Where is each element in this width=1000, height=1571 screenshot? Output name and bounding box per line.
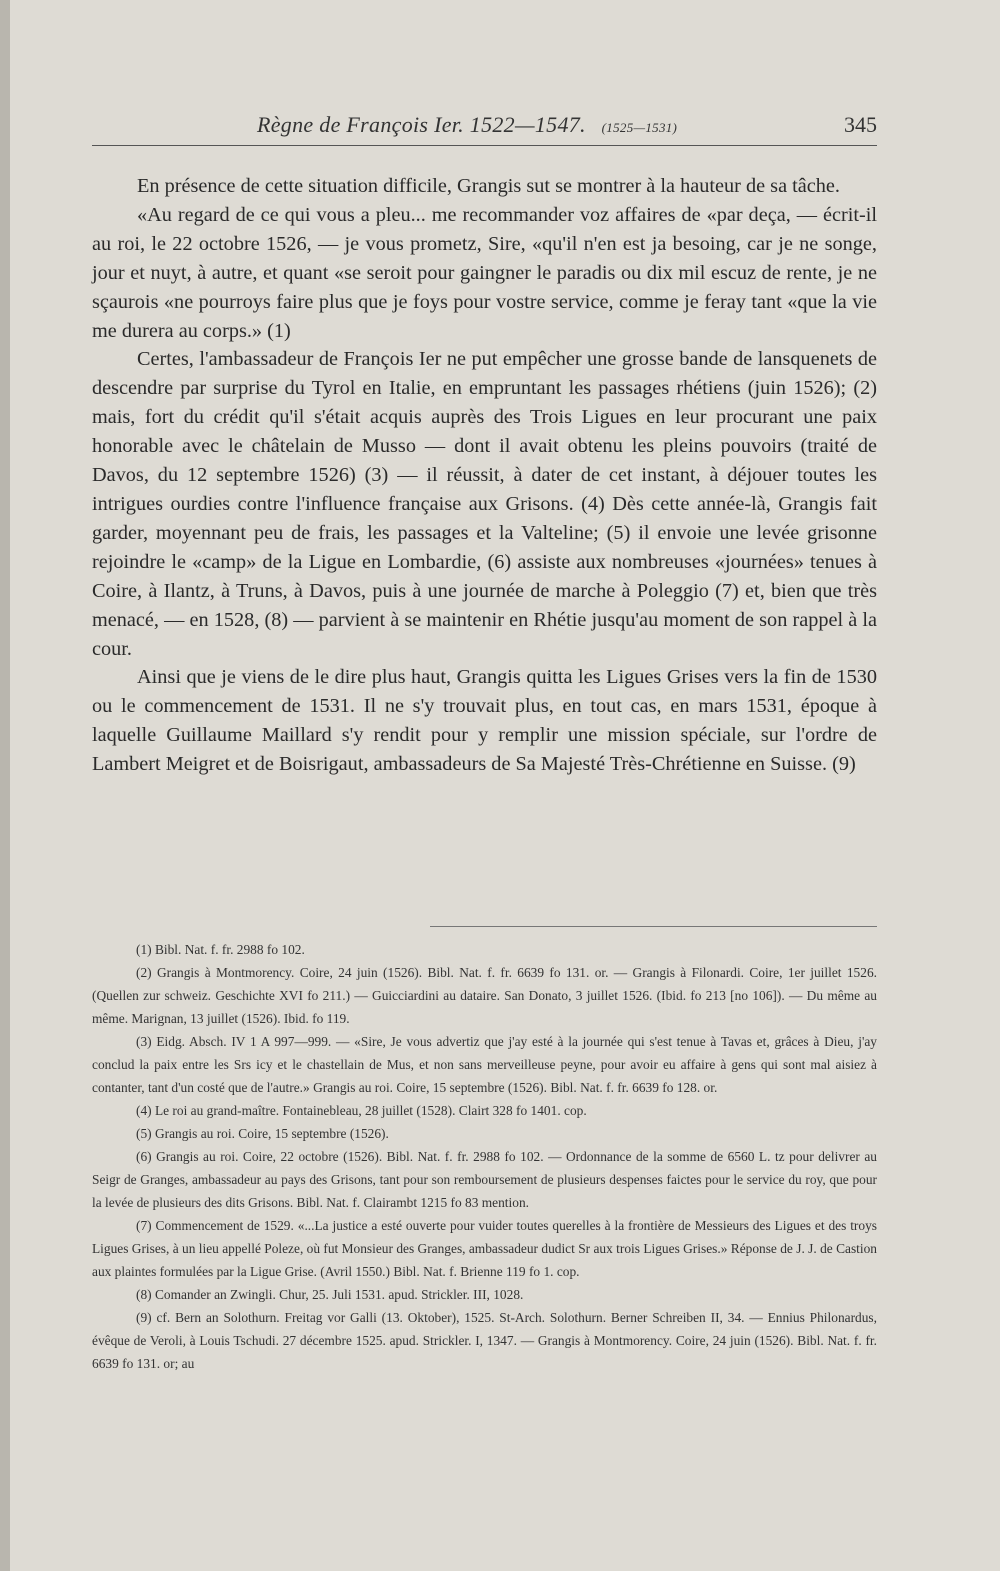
paragraph: Certes, l'ambassadeur de François Ier ne put empêcher une grosse bande de lansquenets de descendre par surprise du Tyrol en Italie, en empruntant les passages rhétiens (juin 1526); (2) mais, fort du crédit qu'il s'était acquis auprès des Trois Ligues en leur procurant une paix honorable avec le châtelain de Musso — dont il avait obtenu les pleins pouvoirs (traité de Davos, du 12 septembre 1526) (3) — il réussit, à dater de cet instant, à déjouer toutes les intrigues ourdies contre l'influence française aux Grisons. (4) Dès cette année-là, Grangis fait garder, moyennant peu de frais, les passages et la Valteline; (5) il envoie une levée grisonne rejoindre le «camp» de la Ligue en Lombardie, (6) assiste aux nombreuses «journées» tenues à Coire, à Ilantz, à Truns, à Davos, puis à une journée de marche à Poleggio (7) et, bien que très menacé, — en 1528, (8) — parvient à se maintenir en Rhétie jusqu'au moment de son rappel à la cour. — [92, 348, 877, 660]
footnote: (6) Grangis au roi. Coire, 22 octobre (1526). Bibl. Nat. f. fr. 2988 fo 102. — Ordonnance de la somme de 6560 L. tz pour delivrer au Seigr de Granges, ambassadeur au pays des Grisons, tant pour son remboursement de plusieurs despenses faictes pour le service du roy, que pour la levée de plusieurs des dits Grisons. Bibl. Nat. f. Clairambt 1215 fo 83 mention. — [92, 1149, 877, 1210]
page-edge-shadow — [0, 0, 10, 1571]
footnote: (8) Comander an Zwingli. Chur, 25. Juli 1531. apud. Strickler. III, 1028. — [136, 1287, 524, 1302]
footnote: (4) Le roi au grand-maître. Fontainebleau, 28 juillet (1528). Clairt 328 fo 1401. cop. — [136, 1103, 587, 1118]
paragraph: «Au regard de ce qui vous a pleu... me recommander voz affaires de «par deça, — écrit-il au roi, le 22 octobre 1526, — je vous prometz, Sire, «qu'il n'en est ja besoing, car je ne songe, jour et nuyt, à autre, et quant «se seroit pour gaingner le paradis ou dix mil escuz de rente, je ne sçaurois «ne pourroys faire plus que je foys pour vostre service, comme je feray tant «que la vie me durera au corps.» (1) — [92, 203, 877, 342]
paragraph: Ainsi que je viens de le dire plus haut, Grangis quitta les Ligues Grises vers la fin de 1530 ou le commencement de 1531. Il ne s'y trouvait plus, en tout cas, en mars 1531, époque à laquelle Guillaume Maillard s'y rendit pour y remplir une mission spéciale, sur l'ordre de Lambert Meigret et de Boisrigaut, ambassadeurs de Sa Majesté Très-Chrétienne en Suisse. (9) — [92, 666, 877, 776]
footnote: (7) Commencement de 1529. «...La justice a esté ouverte pour vuider toutes querelles à la frontière de Messieurs des Ligues et des troys Ligues Grises, à un lieu appellé Poleze, où fut Monsieur des Granges, ambassadeur dudict Sr aux trois Ligues Grises.» Réponse de J. J. de Castion aux plaintes formulées par la Ligue Grise. (Avril 1550.) Bibl. Nat. f. Brienne 119 fo 1. cop. — [92, 1218, 877, 1279]
footnote: (9) cf. Bern an Solothurn. Freitag vor Galli (13. Oktober), 1525. St-Arch. Solothurn. Berner Schreiben II, 34. — Ennius Philonardus, évêque de Veroli, à Louis Tschudi. 27 décembre 1525. apud. Strickler. I, 1347. — Grangis à Montmorency. Coire, 24 juin (1526). Bibl. Nat. f. fr. 6639 fo 131. or; au — [92, 1310, 877, 1371]
footnotes — [92, 938, 877, 1375]
running-title — [257, 112, 677, 138]
footnote: (1) Bibl. Nat. f. fr. 2988 fo 102. — [136, 942, 305, 957]
footnote: (2) Grangis à Montmorency. Coire, 24 juin (1526). Bibl. Nat. f. fr. 6639 fo 131. or. — Grangis à Filonardi. Coire, 1er juillet 1526. (Quellen zur schweiz. Geschichte XVI fo 211.) — Guicciardini au dataire. San Donato, 3 juillet 1526. (Ibid. fo 213 [no 106]). — Du même au même. Marignan, 13 juillet (1526). Ibid. fo 119. — [92, 965, 877, 1026]
footnote-rule — [430, 926, 877, 927]
running-title-text: Règne de François Ier. 1522—1547. — [257, 112, 586, 137]
footnote: (3) Eidg. Absch. IV 1 A 997—999. — «Sire, Je vous advertiz que j'ay esté à la journée qui s'est tenue à Tavas et, grâces à Dieu, j'ay conclud la paix entre les Srs icy et le chastellain de Mus, et non sans merveilleuse peyne, pour avoir eu affaire à gens qui sont mal aisiez à contanter, tant d'un costé que de l'autre.» Grangis au roi. Coire, 15 septembre (1526). Bibl. Nat. f. fr. 6639 fo 128. or. — [92, 1034, 877, 1095]
main-text — [92, 172, 877, 779]
page-number: 345 — [844, 112, 877, 137]
date-range: (1525—1531) — [601, 120, 678, 135]
footnote: (5) Grangis au roi. Coire, 15 septembre (1526). — [136, 1126, 389, 1141]
header-rule — [92, 145, 877, 146]
running-header — [92, 112, 877, 142]
paragraph: En présence de cette situation difficile, Grangis sut se montrer à la hauteur de sa tâche. — [137, 175, 841, 197]
